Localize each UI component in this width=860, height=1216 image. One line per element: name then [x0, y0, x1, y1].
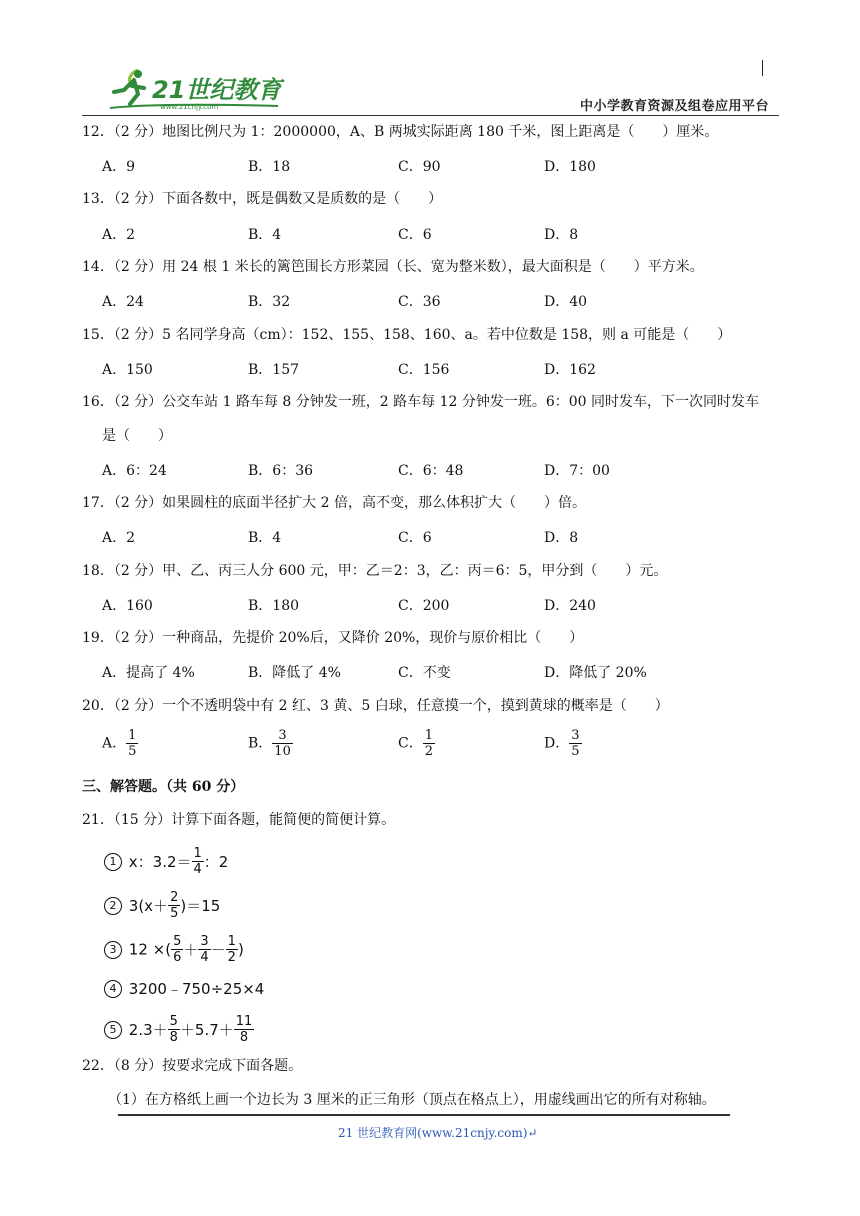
- question-19-stem: 19．（2 分）一种商品，先提价 20%后，又降价 20%，现价与原价相比（ ）: [82, 630, 584, 646]
- option-c: C．6: [398, 530, 432, 546]
- option-b: B．4: [248, 530, 282, 546]
- option-b: B． $\frac{3}{10}$: [248, 728, 291, 759]
- platform-title: 中小学教育资源及组卷应用平台: [580, 99, 770, 114]
- question-22-stem: 22．（8 分）按要求完成下面各题。: [82, 1058, 303, 1074]
- question-14-options: [102, 291, 762, 313]
- fraction: $\frac{3}{10}$: [274, 728, 291, 759]
- circled-number: 5: [104, 1021, 122, 1039]
- footer-rule: [118, 1114, 730, 1116]
- question-19-options: [102, 662, 762, 684]
- footer-text: 21 世纪教育网(www.21cnjy.com)↵: [338, 1126, 538, 1140]
- option-a: A．160: [102, 598, 153, 614]
- option-b: B．6：36: [248, 463, 314, 479]
- option-a: A．9: [102, 159, 136, 175]
- option-b: B．4: [248, 227, 282, 243]
- question-14-stem: 14．（2 分）用 24 根 1 米长的篱笆围长方形菜园（长、宽为整米数），最大面积是（ ）平方米。: [82, 259, 704, 275]
- option-a: A．24: [102, 294, 144, 310]
- question-13-options: [102, 224, 762, 246]
- option-c: C．6: [398, 227, 432, 243]
- option-d: D．降低了 20%: [544, 665, 647, 681]
- logo: [108, 64, 288, 112]
- question-21-stem: 21．（15 分）计算下面各题，能简便的简便计算。: [82, 812, 396, 828]
- calc-1: 1 x：3.2＝ $\frac{1}{4}$ ：2: [104, 846, 228, 877]
- fraction: $\frac{3}{5}$: [571, 728, 580, 759]
- circled-number: 3: [104, 941, 122, 959]
- option-c: C．不变: [398, 665, 451, 681]
- question-16-stem-cont: 是（ ）: [102, 428, 172, 444]
- option-b: B．157: [248, 362, 300, 378]
- option-c: C．200: [398, 598, 450, 614]
- option-b: B．降低了 4%: [248, 665, 341, 681]
- option-b: B．180: [248, 598, 300, 614]
- calc-3: 3 12 ×( $\frac{5}{6}$ ＋ $\frac{3}{4}$ － $\frac{1}{2}$ ): [104, 934, 244, 965]
- option-d: D．40: [544, 294, 588, 310]
- question-18-stem: 18．（2 分）甲、乙、丙三人分 600 元，甲：乙＝2：3，乙：丙＝6：5，甲分到（ ）元。: [82, 563, 668, 579]
- option-d: D．240: [544, 598, 596, 614]
- option-a: A．2: [102, 530, 136, 546]
- option-d: D．7：00: [544, 463, 610, 479]
- question-20-stem: 20．（2 分）一个不透明袋中有 2 红、3 黄、5 白球，任意摸一个，摸到黄球的概率是（ ）: [82, 698, 669, 714]
- calc-4: 4 3200﹣750÷25×4: [104, 978, 264, 999]
- option-a: A．150: [102, 362, 153, 378]
- option-a: A．2: [102, 227, 136, 243]
- option-c: C．36: [398, 294, 441, 310]
- option-d: D．180: [544, 159, 596, 175]
- question-18-options: [102, 595, 762, 617]
- question-12-options: [102, 156, 762, 178]
- question-12-stem: 12．（2 分）地图比例尺为 1：2000000，A、B 两城实际距离 180 千米，图上距离是（ ）厘米。: [82, 124, 719, 140]
- fraction: $\frac{1}{2}$: [424, 728, 433, 759]
- option-d: D． $\frac{3}{5}$: [544, 728, 580, 759]
- circled-number: 4: [104, 980, 122, 998]
- page-mark: [762, 60, 763, 76]
- option-c: C．90: [398, 159, 441, 175]
- circled-number: 1: [104, 853, 122, 871]
- option-d: D．162: [544, 362, 596, 378]
- fraction: $\frac{1}{5}$: [128, 728, 137, 759]
- question-22-part-1: （1）在方格纸上画一个边长为 3 厘米的正三角形（顶点在格点上），用虚线画出它的所有对称轴。: [108, 1092, 716, 1108]
- question-13-stem: 13．（2 分）下面各数中，既是偶数又是质数的是（ ）: [82, 191, 443, 207]
- question-20-options: [102, 728, 762, 764]
- header-rule: [82, 115, 779, 116]
- question-15-stem: 15．（2 分）5 名同学身高（cm）：152、155、158、160、a。若中位数是 158，则 a 可能是（ ）: [82, 327, 732, 343]
- svg-text:21世纪教育: 21世纪教育: [152, 76, 282, 104]
- question-16-stem: 16．（2 分）公交车站 1 路车每 8 分钟发一班，2 路车每 12 分钟发一班。6：00 同时发车，下一次同时发车: [82, 394, 760, 410]
- option-a: A． $\frac{1}{5}$: [102, 728, 137, 759]
- question-15-options: [102, 359, 762, 381]
- question-17-stem: 17．（2 分）如果圆柱的底面半径扩大 2 倍，高不变，那么体积扩大（ ）倍。: [82, 495, 586, 511]
- option-b: B．18: [248, 159, 291, 175]
- calc-5: 5 2.3＋ $\frac{5}{8}$ ＋5.7＋ $\frac{11}{8}$: [104, 1014, 254, 1045]
- option-a: A．6：24: [102, 463, 167, 479]
- option-b: B．32: [248, 294, 291, 310]
- option-c: C．156: [398, 362, 450, 378]
- question-16-options: [102, 460, 762, 482]
- section-title: 三、解答题。（共 60 分）: [82, 779, 245, 795]
- option-d: D．8: [544, 227, 579, 243]
- option-d: D．8: [544, 530, 579, 546]
- calc-2: 2 3(x＋ $\frac{2}{5}$ )＝15: [104, 890, 220, 921]
- option-c: C．6：48: [398, 463, 464, 479]
- circled-number: 2: [104, 897, 122, 915]
- question-17-options: [102, 527, 762, 549]
- logo-runner-icon: [108, 64, 288, 112]
- svg-text:www.21cnjy.com: www.21cnjy.com: [160, 103, 219, 111]
- option-a: A．提高了 4%: [102, 665, 195, 681]
- option-c: C． $\frac{1}{2}$: [398, 728, 433, 759]
